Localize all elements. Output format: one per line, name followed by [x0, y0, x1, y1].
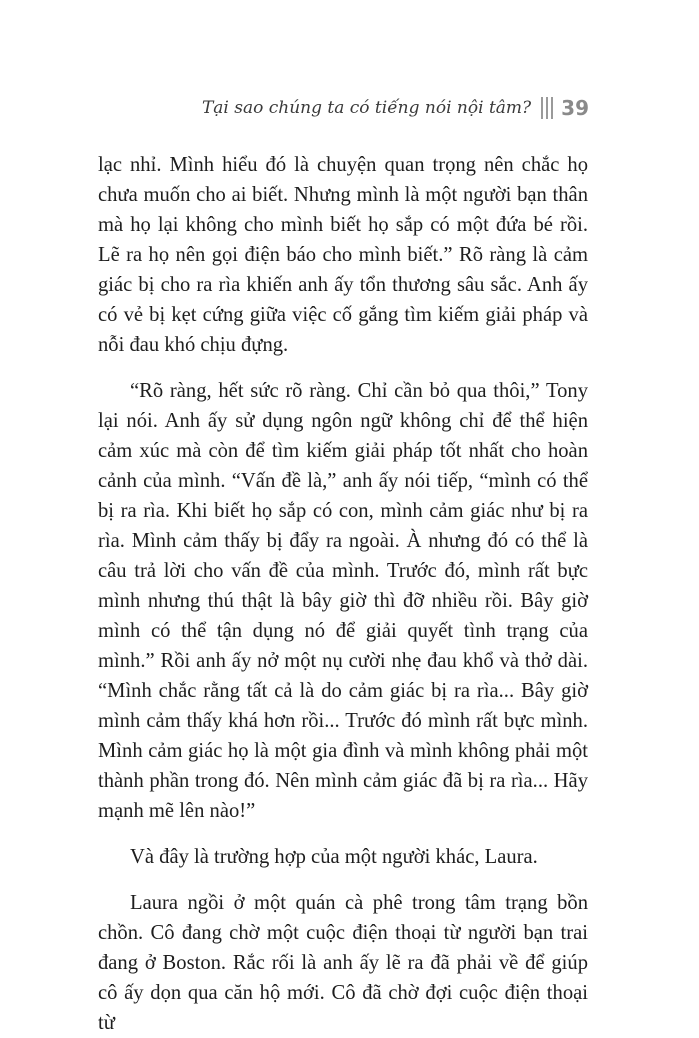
page-number: 39: [561, 96, 589, 120]
paragraph-continued: lạc nhỉ. Mình hiểu đó là chuyện quan trọng nên chắc họ chưa muốn cho ai biết. Nhưng mình là một người bạn thân mà họ lại không cho mình biết họ sắp có một đứa bé rồi. Lẽ ra họ nên gọi điện báo cho mình biết.” Rõ ràng là cảm giác bị cho ra rìa khiến anh ấy tổn thương sâu sắc. Anh ấy có vẻ bị kẹt cứng giữa việc cố gắng tìm kiếm giải pháp và nỗi đau khó chịu đựng.: [98, 154, 588, 356]
header-divider-icon: [541, 97, 553, 119]
running-header: [202, 96, 589, 120]
paragraph: “Rõ ràng, hết sức rõ ràng. Chỉ cần bỏ qua thôi,” Tony lại nói. Anh ấy sử dụng ngôn ngữ không chỉ để thể hiện cảm xúc mà còn để tìm kiếm giải pháp tốt nhất cho hoàn cảnh của mình. “Vấn đề là,” anh ấy nói tiếp, “mình có thể bị ra rìa. Khi biết họ sắp có con, mình cảm giác như bị ra rìa. Mình cảm thấy bị đẩy ra ngoài. À nhưng đó có thể là câu trả lời cho vấn đề của mình. Trước đó, mình rất bực mình nhưng thú thật là bây giờ thì đỡ nhiều rồi. Bây giờ mình có thể tận dụng nó để giải quyết tình trạng của mình.” Rồi anh ấy nở một nụ cười nhẹ đau khổ và thở dài. “Mình chắc rằng tất cả là do cảm giác bị ra rìa... Bây giờ mình cảm thấy khá hơn rồi... Trước đó mình rất bực mình. Mình cảm giác họ là một gia đình và mình không phải một thành phần trong đó. Nên mình cảm giác đã bị ra rìa... Hãy mạnh mẽ lên nào!”: [98, 380, 588, 822]
paragraph: Và đây là trường hợp của một người khác, Laura.: [130, 846, 538, 868]
paragraph: Laura ngồi ở một quán cà phê trong tâm trạng bồn chồn. Cô đang chờ một cuộc điện thoại từ người bạn trai đang ở Boston. Rắc rối là anh ấy lẽ ra đã phải về để giúp cô ấy dọn qua căn hộ mới. Cô đã chờ đợi cuộc điện thoại từ: [98, 892, 588, 1034]
running-title: Tại sao chúng ta có tiếng nói nội tâm?: [201, 98, 532, 118]
body-text: [98, 150, 588, 1038]
